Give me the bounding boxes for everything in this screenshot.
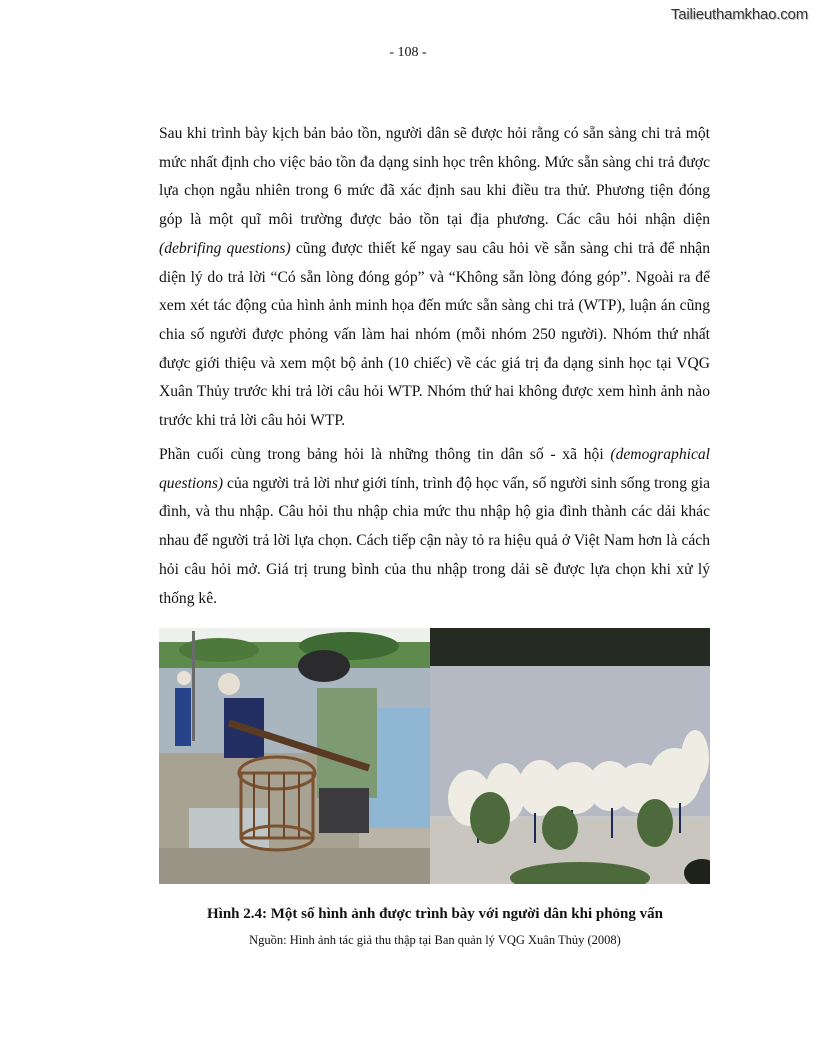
watermark: Tailieuthamkhao.com [670,6,808,23]
figure-caption-title: Hình 2.4: Một số hình ảnh được trình bày với người dân khi phỏng vấn [207,906,663,922]
figure-photos [159,628,710,884]
italic-term: (demographical questions) [159,446,710,492]
text-segment: của người trả lời như giới tính, trình độ học vấn, số người sinh sống trong gia đình, và thu nhập. Câu hỏi thu nhập chia mức thu nhập hộ gia đình thành các dải khác nhau để người trả lời lựa chọn. Cách tiếp cận này tỏ ra hiệu quả ở Việt Nam hơn là cách hỏi câu hỏi mở. Giá trị trung bình của thu nhập trong dải sẽ được lựa chọn khi xử lý thống kê. [159,474,710,607]
spoonbills-wetland-photo [430,628,710,884]
italic-term: (debrifing questions) [159,239,291,257]
text-segment: Sau khi trình bày kịch bản bảo tồn, người dân sẽ được hỏi rằng có sẵn sàng chi trả một mức nhất định cho việc bảo tồn đa dạng sinh học trên không. Mức sẵn sàng chi trả được lựa chọn ngẫu nhiên trong 6 mức đã xác định sau khi điều tra thử. Phương tiện đóng góp là một quĩ môi trường được bảo tồn tại địa phương. Các câu hỏi nhận diện [159,125,710,229]
text-segment: Phần cuối cùng trong bảng hỏi là những thông tin dân số - xã hội [159,446,611,463]
paragraph-demographics [159,441,710,613]
figure-caption-source: Nguồn: Hình ảnh tác giả thu thập tại Ban quản lý VQG Xuân Thủy (2008) [249,933,621,947]
paragraph-wtp-scenario [159,120,710,436]
fishermen-carrying-basket-photo [159,628,430,884]
text-segment: cũng được thiết kế ngay sau câu hỏi về sẵn sàng chi trả để nhận diện lý do trả lời “Có sẵn lòng đóng góp” và “Không sẵn lòng đóng góp”. Ngoài ra để xem xét tác động của hình ảnh minh họa đến mức sẵn sàng chi trả (WTP), luận án cũng chia số người được phỏng vấn làm hai nhóm (mỗi nhóm 250 người). Nhóm thứ nhất được giới thiệu và xem một bộ ảnh (10 chiếc) về các giá trị đa dạng sinh học tại VQG Xuân Thủy trước khi trả lời câu hỏi WTP. Nhóm thứ hai không được xem hình ảnh nào trước khi trả lời câu hỏi WTP. [159,239,710,430]
page-number: - 108 - [389,45,427,60]
